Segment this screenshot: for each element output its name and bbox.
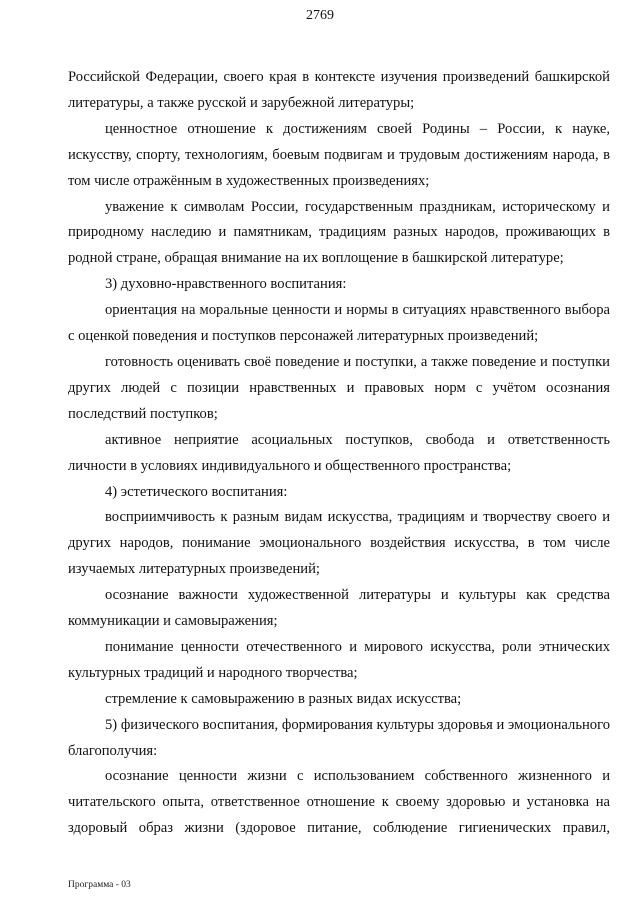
footer-label: Программа - 03 — [68, 880, 131, 890]
section-heading-3: 3) духовно-нравственного воспитания: — [105, 276, 347, 293]
section-heading-5: 5) физического воспитания, формирования культуры здоровья и эмоционального благополучия: — [68, 716, 610, 759]
page-number: 2769 — [306, 8, 334, 23]
paragraph-1: Российской Федерации, своего края в контексте изучения произведений башкирской литературы, а также русской и зарубежной литературы; — [68, 69, 610, 111]
paragraph-3: уважение к символам России, государственным праздникам, историческому и природному наследию и памятникам, традициям разных народов, проживающих в родной стране, обращая внимание на их воплощение в башкирской литературе; — [68, 198, 610, 267]
paragraph-2: ценностное отношение к достижениям своей Родины – России, к науке, искусству, спорту, технологиям, боевым подвигам и трудовым достижениям народа, в том числе отражённым в художественных произведениях; — [68, 120, 610, 189]
paragraph-11: понимание ценности отечественного и мирового искусства, роли этнических культурных традиций и народного творчества; — [68, 638, 610, 681]
paragraph-9: восприимчивость к разным видам искусства, традициям и творчеству своего и других народов, понимание эмоционального воздействия искусства, в том числе изучаемых литературных произведений; — [68, 509, 610, 578]
paragraph-7: активное неприятие асоциальных поступков, свобода и ответственность личности в условиях индивидуального и общественного пространства; — [68, 431, 610, 474]
paragraph-14: осознание ценности жизни с использованием собственного жизненного и читательского опыта, ответственное отношение к своему здоровью и установка на здоровый образ жизни (здоровое питание, соблюдение гигиенических правил, — [68, 768, 610, 837]
paragraph-12: стремление к самовыражению в разных видах искусства; — [105, 690, 462, 707]
paragraph-5: ориентация на моральные ценности и нормы в ситуациях нравственного выбора с оценкой поведения и поступков персонажей литературных произведений; — [68, 302, 610, 345]
document-body — [68, 65, 610, 842]
section-heading-4: 4) эстетического воспитания: — [105, 483, 288, 500]
paragraph-10: осознание важности художественной литературы и культуры как средства коммуникации и самовыражения; — [68, 587, 610, 630]
paragraph-6: готовность оценивать своё поведение и поступки, а также поведение и поступки других людей с позиции нравственных и правовых норм с учётом осознания последствий поступков; — [68, 353, 610, 422]
